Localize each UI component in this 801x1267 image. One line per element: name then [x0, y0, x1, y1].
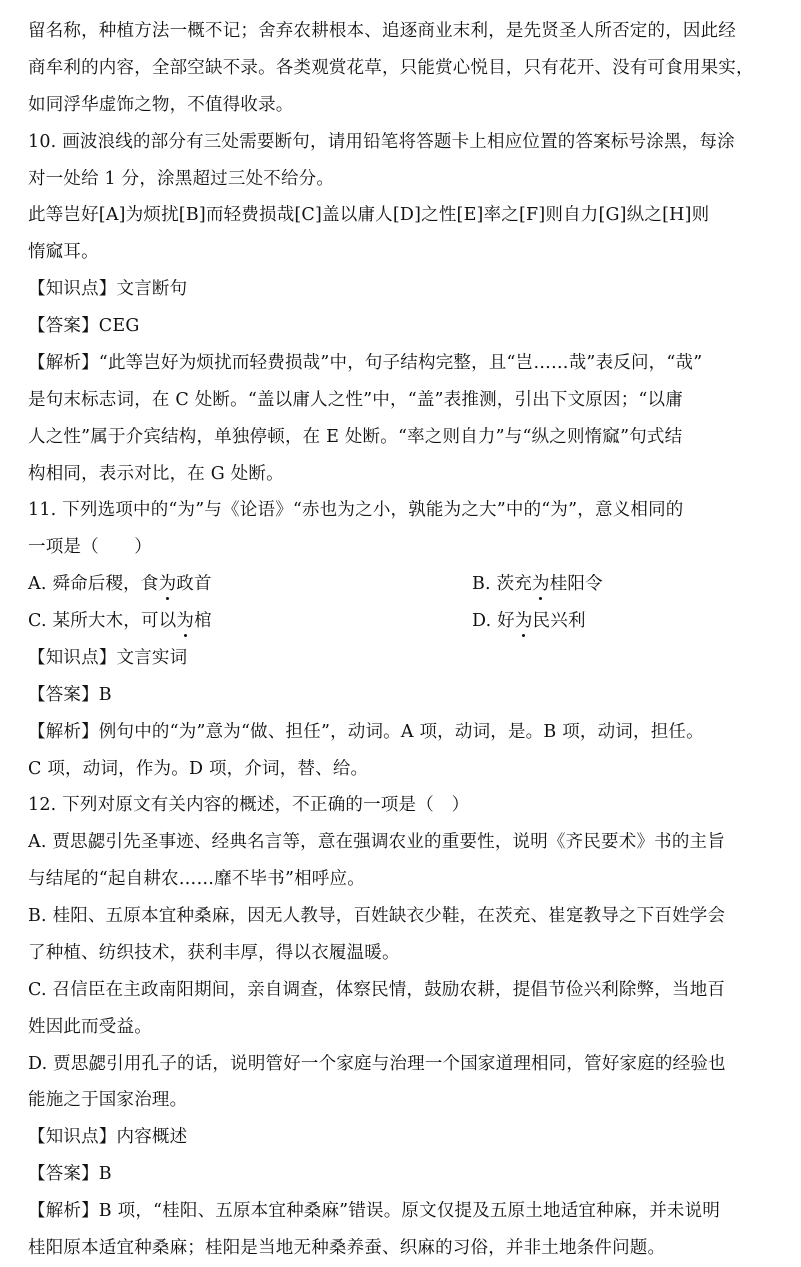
answer: 【答案】CEG	[28, 316, 140, 337]
emphasis-dot-char: 为	[514, 611, 533, 632]
option-c-text: C. 某所大木，可以	[28, 611, 177, 632]
question-10-stem: 10. 画波浪线的部分有三处需要断句，请用铅笔将答题卡上相应位置的答案标号涂黑，每涂	[28, 131, 735, 152]
option-b-text: B. 茨充	[472, 574, 532, 595]
text-line: 惰窳耳。	[28, 242, 99, 263]
text-line: 是句末标志词，在 C 处断。“盖以庸人之性”中，“盖”表推测，引出下文原因；“以庸	[28, 389, 683, 410]
option-a-text-tail: 政首	[176, 574, 212, 595]
text-line: 构相同，表示对比，在 G 处断。	[28, 463, 284, 484]
option-a	[28, 574, 212, 594]
question-10-passage: 此等岂好[A]为烦扰[B]而轻费损哉[C]盖以庸人[D]之性[E]率之[F]则自力[G]纵之[H]则	[28, 205, 710, 226]
option-row	[28, 573, 786, 595]
text-line: 了种植、纺织技术，获利丰厚，得以衣履温暖。	[28, 942, 400, 963]
analysis: 【解析】例句中的“为”意为“做、担任”，动词。A 项，动词，是。B 项，动词，担任。	[28, 721, 704, 742]
question-12-stem: 12. 下列对原文有关内容的概述，不正确的一项是（ ）	[28, 795, 470, 816]
text-line: 人之性”属于介宾结构，单独停顿，在 E 处断。“率之则自力”与“纵之则惰窳”句式结	[28, 426, 683, 447]
option-c-text-tail: 棺	[194, 611, 212, 632]
option-a-text: A. 舜命后稷，食	[28, 574, 159, 595]
analysis: 【解析】“此等岂好为烦扰而轻费损哉”中，句子结构完整，且“岂……哉”表反问，“哉”	[28, 352, 703, 373]
text-line: 一项是（ ）	[28, 537, 152, 558]
option-b: B. 桂阳、五原本宜种桑麻，因无人教导，百姓缺衣少鞋，在茨充、崔寔教导之下百姓学会	[28, 906, 726, 927]
text-line: 姓因此而受益。	[28, 1016, 152, 1037]
knowledge-point: 【知识点】文言实词	[28, 647, 188, 668]
option-b-text-tail: 桂阳令	[549, 574, 603, 595]
option-b	[472, 573, 603, 595]
option-d-text: D. 好	[472, 611, 515, 632]
text-line: 桂阳原本适宜种桑麻；桂阳是当地无种桑养蚕、织麻的习俗，并非土地条件问题。	[28, 1238, 666, 1258]
text-line: 能施之于国家治理。	[28, 1090, 188, 1111]
option-d-text-tail: 民兴利	[532, 611, 586, 632]
emphasis-dot-char: 为	[532, 574, 550, 595]
question-11-stem: 11. 下列选项中的“为”与《论语》“赤也为之小，孰能为之大”中的“为”，意义相同的	[28, 500, 684, 521]
option-c	[28, 611, 212, 631]
analysis: 【解析】B 项，“桂阳、五原本宜种桑麻”错误。原文仅提及五原土地适宜种麻，并未说明	[28, 1201, 721, 1222]
option-d: D. 贾思勰引用孔子的话，说明管好一个家庭与治理一个国家道理相同，管好家庭的经验也	[28, 1053, 726, 1074]
text-line: 留名称，种植方法一概不记；舍弃农耕根本、追逐商业末利，是先贤圣人所否定的，因此经	[28, 21, 736, 41]
text-line: 商牟利的内容，全部空缺不录。各类观赏花草，只能赏心悦目，只有花开、没有可食用果实，	[28, 57, 754, 78]
option-c: C. 召信臣在主政南阳期间，亲自调查，体察民情，鼓励农耕，提倡节俭兴利除弊，当地百	[28, 979, 726, 1000]
knowledge-point: 【知识点】文言断句	[28, 279, 188, 300]
text-line: 如同浮华虚饰之物，不值得收录。	[28, 94, 294, 115]
option-d	[472, 610, 586, 632]
text-line: 与结尾的“起自耕农……靡不毕书”相呼应。	[28, 869, 365, 890]
answer: 【答案】B	[28, 684, 112, 705]
emphasis-dot-char: 为	[158, 574, 177, 595]
emphasis-dot-char: 为	[176, 611, 195, 632]
option-row	[28, 610, 786, 632]
text-line: 对一处给 1 分，涂黑超过三处不给分。	[28, 168, 335, 189]
text-line: C 项，动词，作为。D 项，介词，替、给。	[28, 758, 369, 779]
answer: 【答案】B	[28, 1164, 112, 1185]
knowledge-point: 【知识点】内容概述	[28, 1127, 188, 1148]
option-a: A. 贾思勰引先圣事迹、经典名言等，意在强调农业的重要性，说明《齐民要术》书的主旨	[28, 832, 725, 853]
